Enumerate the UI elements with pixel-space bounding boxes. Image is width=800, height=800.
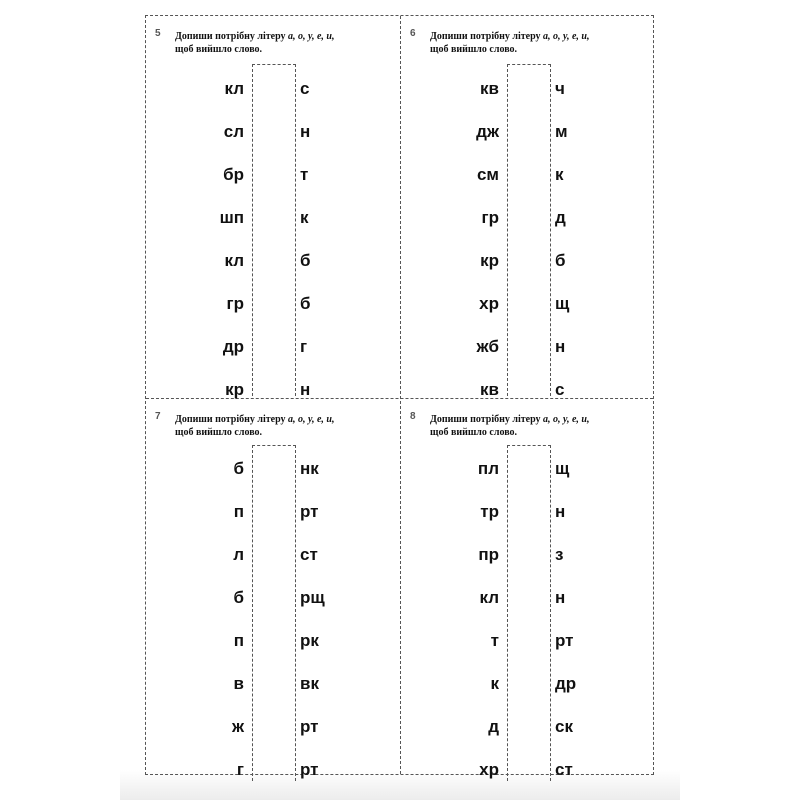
word-row bbox=[146, 247, 400, 275]
word-row bbox=[401, 455, 655, 483]
exercise-card-5 bbox=[146, 16, 400, 399]
word-end: щ bbox=[555, 294, 570, 313]
word-start: жб bbox=[476, 337, 499, 356]
exercise-card-8 bbox=[401, 399, 655, 779]
word-start: хр bbox=[479, 294, 499, 313]
instruction-letters: а, о, у, е, и, bbox=[288, 31, 335, 42]
exercise-number: 5 bbox=[155, 28, 161, 39]
exercise-instruction bbox=[175, 413, 400, 439]
word-row bbox=[401, 333, 655, 361]
instruction-text: Допиши потрібну літеру bbox=[175, 414, 289, 425]
word-end: рт bbox=[555, 631, 574, 650]
word-end: б bbox=[300, 251, 311, 270]
word-start: кл bbox=[224, 251, 244, 270]
exercise-card-7 bbox=[146, 399, 400, 779]
word-end: ст bbox=[300, 545, 318, 564]
word-end: рк bbox=[300, 631, 319, 650]
word-end: б bbox=[555, 251, 566, 270]
word-row bbox=[146, 584, 400, 612]
word-end: н bbox=[555, 588, 566, 607]
word-start: п bbox=[233, 502, 244, 521]
word-end: ч bbox=[555, 79, 565, 98]
word-row bbox=[146, 204, 400, 232]
instruction-text: Допиши потрібну літеру bbox=[430, 31, 544, 42]
word-end: к bbox=[300, 208, 309, 227]
word-row bbox=[401, 713, 655, 741]
word-end: к bbox=[555, 165, 564, 184]
word-end: н bbox=[555, 337, 566, 356]
word-start: пр bbox=[478, 545, 499, 564]
word-start: б bbox=[233, 588, 244, 607]
word-start: б bbox=[233, 459, 244, 478]
word-row bbox=[146, 670, 400, 698]
instruction-letters: а, о, у, е, и, bbox=[288, 414, 335, 425]
word-row bbox=[146, 455, 400, 483]
word-start: в bbox=[233, 674, 244, 693]
instruction-text: Допиши потрібну літеру bbox=[430, 414, 544, 425]
worksheet bbox=[145, 15, 654, 779]
word-end: ст bbox=[555, 760, 573, 779]
word-end: рт bbox=[300, 760, 319, 779]
word-start: кр bbox=[480, 251, 499, 270]
exercise-number: 8 bbox=[410, 411, 416, 422]
word-row bbox=[146, 290, 400, 318]
word-start: кв bbox=[480, 380, 499, 399]
word-row bbox=[401, 498, 655, 526]
word-row bbox=[401, 247, 655, 275]
word-end: д bbox=[555, 208, 566, 227]
word-start: к bbox=[490, 674, 499, 693]
word-row bbox=[401, 541, 655, 569]
exercise-instruction bbox=[430, 413, 655, 439]
word-end: щ bbox=[555, 459, 570, 478]
word-end: вк bbox=[300, 674, 319, 693]
word-row bbox=[146, 541, 400, 569]
word-end: нк bbox=[300, 459, 319, 478]
word-end: ск bbox=[555, 717, 573, 736]
word-start: л bbox=[233, 545, 244, 564]
word-start: пл bbox=[477, 459, 499, 478]
instruction-text-line2: щоб вийшло слово. bbox=[430, 427, 518, 438]
word-start: см bbox=[476, 165, 499, 184]
instruction-text-line2: щоб вийшло слово. bbox=[175, 44, 263, 55]
word-row bbox=[401, 627, 655, 655]
word-start: т bbox=[490, 631, 499, 650]
exercise-card-6 bbox=[401, 16, 655, 399]
word-start: кр bbox=[225, 380, 244, 399]
word-row bbox=[146, 713, 400, 741]
word-end: н bbox=[300, 380, 311, 399]
word-end: с bbox=[555, 380, 565, 399]
word-row bbox=[146, 756, 400, 784]
instruction-text-line2: щоб вийшло слово. bbox=[175, 427, 263, 438]
exercise-instruction bbox=[430, 30, 655, 56]
word-start: п bbox=[233, 631, 244, 650]
word-row bbox=[401, 118, 655, 146]
word-end: др bbox=[555, 674, 577, 693]
word-start: хр bbox=[479, 760, 499, 779]
word-end: м bbox=[555, 122, 568, 141]
word-end: н bbox=[300, 122, 311, 141]
exercise-number: 7 bbox=[155, 411, 161, 422]
word-start: дж bbox=[476, 122, 499, 141]
word-row bbox=[401, 584, 655, 612]
word-start: ж bbox=[231, 717, 244, 736]
word-start: кв bbox=[480, 79, 499, 98]
word-end: г bbox=[300, 337, 308, 356]
instruction-letters: а, о, у, е, и, bbox=[543, 414, 590, 425]
word-row bbox=[146, 118, 400, 146]
word-row bbox=[401, 670, 655, 698]
word-start: д bbox=[488, 717, 499, 736]
word-start: кл bbox=[479, 588, 499, 607]
word-start: тр bbox=[480, 502, 499, 521]
word-end: б bbox=[300, 294, 311, 313]
instruction-text: Допиши потрібну літеру bbox=[175, 31, 289, 42]
word-start: бр bbox=[223, 165, 244, 184]
word-start: г bbox=[236, 760, 244, 779]
word-start: гр bbox=[226, 294, 244, 313]
word-row bbox=[146, 75, 400, 103]
word-end: с bbox=[300, 79, 310, 98]
word-row bbox=[146, 161, 400, 189]
word-row bbox=[146, 333, 400, 361]
word-end: з bbox=[555, 545, 564, 564]
word-start: кл bbox=[224, 79, 244, 98]
word-start: др bbox=[222, 337, 244, 356]
word-start: гр bbox=[481, 208, 499, 227]
word-end: рщ bbox=[300, 588, 325, 607]
word-end: рт bbox=[300, 502, 319, 521]
exercise-instruction bbox=[175, 30, 400, 56]
instruction-letters: а, о, у, е, и, bbox=[543, 31, 590, 42]
word-row bbox=[146, 498, 400, 526]
word-start: сл bbox=[223, 122, 244, 141]
exercise-number: 6 bbox=[410, 28, 416, 39]
word-row bbox=[401, 756, 655, 784]
word-row bbox=[146, 627, 400, 655]
instruction-text-line2: щоб вийшло слово. bbox=[430, 44, 518, 55]
word-row bbox=[401, 290, 655, 318]
word-row bbox=[401, 161, 655, 189]
word-start: шп bbox=[219, 208, 244, 227]
word-end: н bbox=[555, 502, 566, 521]
word-row bbox=[401, 75, 655, 103]
word-row bbox=[401, 204, 655, 232]
word-end: рт bbox=[300, 717, 319, 736]
word-end: т bbox=[300, 165, 309, 184]
